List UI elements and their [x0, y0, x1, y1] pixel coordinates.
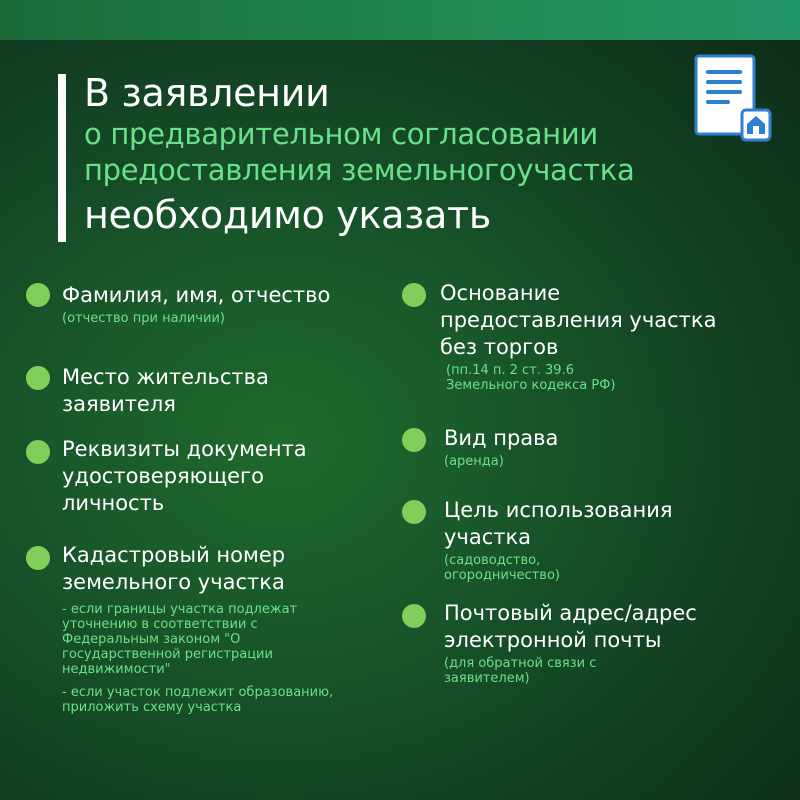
bullet-icon [26, 440, 50, 464]
list-item-identity-document [62, 436, 392, 517]
bullet-icon [402, 500, 426, 524]
title-line-2: о предварительном согласовании [84, 117, 598, 151]
list-item-basis [440, 280, 785, 393]
item-title: Фамилия, имя, отчество [62, 283, 331, 307]
item-title: Цель использования участка [444, 498, 673, 549]
item-title: Место жительства заявителя [62, 365, 269, 416]
list-item-right-type [444, 425, 784, 469]
list-item-purpose [444, 497, 784, 583]
title-line-3: предоставления земельногоучастка [84, 153, 635, 187]
item-title: Кадастровый номер земельного участка [62, 543, 286, 594]
title-accent-bar [58, 74, 66, 242]
item-title: Реквизиты документа удостоверяющего личность [62, 437, 307, 515]
item-note: (садоводство, огородничество) [444, 553, 560, 583]
list-item-residence [62, 364, 392, 418]
item-title: Вид права [444, 426, 559, 450]
bullet-icon [26, 546, 50, 570]
item-note-2: - если участок подлежит образованию, приложить схему участка [62, 685, 334, 715]
top-bar [0, 0, 800, 40]
bullet-icon [402, 428, 426, 452]
bullet-icon [402, 283, 426, 307]
bullet-icon [402, 604, 426, 628]
item-note: (для обратной связи с заявителем) [444, 656, 597, 686]
page-title [84, 70, 724, 238]
item-title: Почтовый адрес/адрес электронной почты [444, 601, 697, 652]
bullet-icon [26, 283, 50, 307]
item-title: Основание предоставления участка без торгов [440, 281, 717, 359]
document-house-icon [692, 54, 774, 144]
bullet-icon [26, 366, 50, 390]
list-item-address [444, 600, 789, 686]
list-item-cadastral-number [62, 542, 402, 715]
item-note: - если границы участка подлежат уточнению в соответствии с Федеральным законом "О государственной регистрации недвижимости" [62, 602, 298, 677]
title-line-4: необходимо указать [84, 193, 491, 237]
item-note: (пп.14 п. 2 ст. 39.6 Земельного кодекса РФ) [446, 363, 616, 393]
title-line-1: В заявлении [84, 71, 330, 115]
item-note: (отчество при наличии) [62, 311, 225, 326]
list-item-fio [62, 282, 392, 326]
item-note: (аренда) [444, 454, 504, 469]
